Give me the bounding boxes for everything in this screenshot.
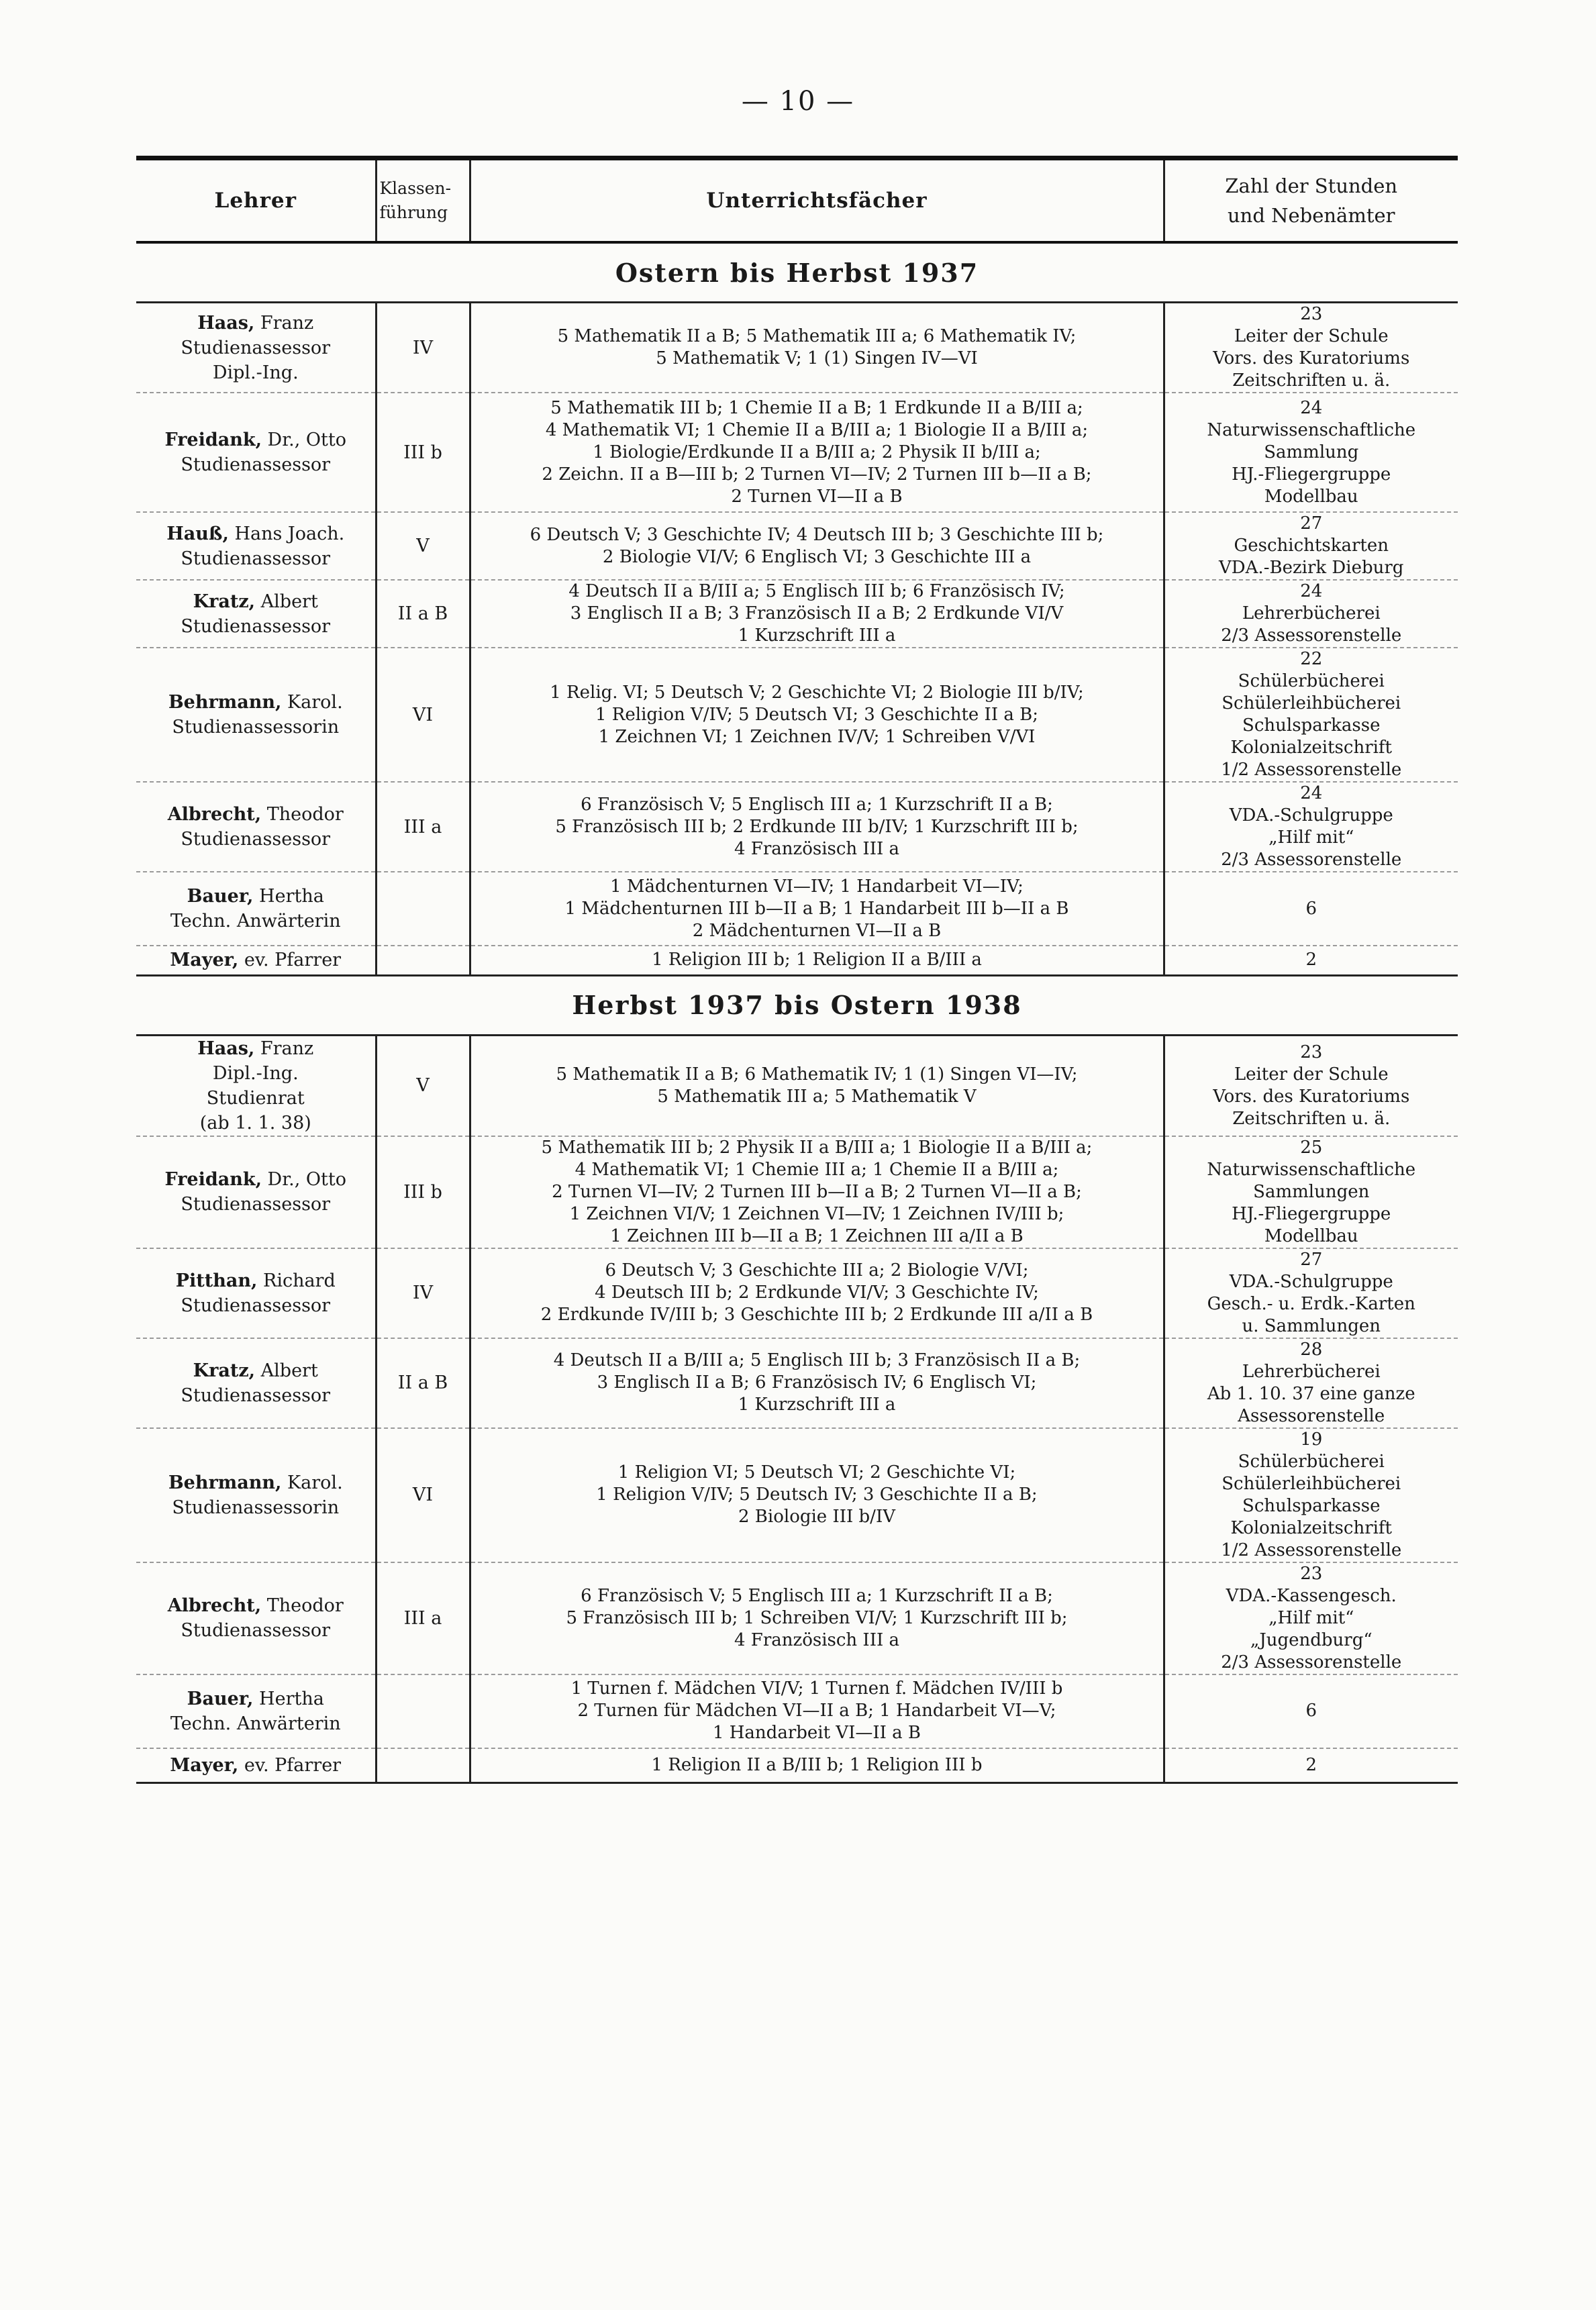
teacher-detail: Dipl.-Ing. <box>212 362 299 383</box>
teacher-given-name: Albert <box>255 1360 318 1381</box>
subject-line: 5 Mathematik II a B; 6 Mathematik IV; 1 (1) Singen VI—IV; <box>556 1064 1078 1085</box>
subject-line: 1 Religion V/IV; 5 Deutsch IV; 3 Geschichte II a B; <box>596 1485 1038 1505</box>
office-line: Assessorenstelle <box>1238 1405 1385 1426</box>
class-cell: VI <box>376 1428 470 1562</box>
office-line: Vors. des Kuratoriums <box>1213 1086 1410 1107</box>
teacher-surname: Pitthan, <box>175 1270 258 1291</box>
teacher-surname: Kratz, <box>193 1360 256 1381</box>
teacher-cell <box>136 1338 376 1428</box>
page-number: — 10 — <box>741 86 855 117</box>
teacher-detail: Studienassessorin <box>172 1497 340 1518</box>
office-line: Gesch.- u. Erdk.-Karten <box>1207 1293 1415 1314</box>
subject-line: 2 Biologie III b/IV <box>738 1507 895 1527</box>
office-line: Modellbau <box>1264 486 1358 507</box>
office-line: Schülerleihbücherei <box>1221 693 1401 713</box>
hours-count: 6 <box>1305 1701 1317 1721</box>
teacher-surname: Behrmann, <box>168 1472 282 1493</box>
office-line: Lehrerbücherei <box>1242 1361 1381 1382</box>
subject-line: 2 Zeichn. II a B—III b; 2 Turnen VI—IV; 2 Turnen III b—II a B; <box>542 464 1092 485</box>
teacher-surname: Mayer, <box>170 1754 239 1776</box>
teacher-cell <box>136 1035 376 1136</box>
table-row <box>136 1748 1458 1783</box>
office-line: Modellbau <box>1264 1225 1358 1246</box>
header-hours-line: und Nebenämter <box>1227 204 1395 227</box>
class-cell: III b <box>376 1136 470 1248</box>
office-line: Schulsparkasse <box>1242 1495 1381 1516</box>
office-line: VDA.-Kassengesch. <box>1226 1585 1397 1606</box>
class-cell: III a <box>376 1562 470 1674</box>
table-row <box>136 580 1458 648</box>
office-line: 2/3 Assessorenstelle <box>1221 625 1402 646</box>
hours-cell <box>1164 512 1458 580</box>
subject-line: 5 Französisch III b; 1 Schreiben VI/V; 1 Kurzschrift III b; <box>566 1607 1068 1628</box>
table-row <box>136 1674 1458 1748</box>
office-line: Naturwissenschaftliche <box>1207 1159 1416 1180</box>
teacher-cell <box>136 782 376 872</box>
office-line: Ab 1. 10. 37 eine ganze <box>1207 1383 1415 1404</box>
teacher-surname: Freidank, <box>164 1169 262 1190</box>
office-line: HJ.-Fliegergruppe <box>1232 1203 1391 1224</box>
hours-count: 25 <box>1300 1137 1323 1158</box>
subject-line: 1 Mädchenturnen VI—IV; 1 Handarbeit VI—IV; <box>610 876 1024 897</box>
subject-line: 5 Mathematik III a; 5 Mathematik V <box>657 1086 977 1107</box>
hours-cell <box>1164 782 1458 872</box>
office-line: VDA.-Schulgruppe <box>1229 805 1393 825</box>
subjects-cell <box>470 580 1164 648</box>
subjects-cell <box>470 782 1164 872</box>
teacher-surname: Albrecht, <box>167 804 262 825</box>
teacher-cell <box>136 303 376 393</box>
hours-count: 22 <box>1300 649 1323 669</box>
teacher-detail: Studienassessor <box>181 1385 331 1406</box>
subject-line: 1 Zeichnen VI/V; 1 Zeichnen VI—IV; 1 Zeichnen IV/III b; <box>569 1203 1064 1224</box>
office-line: Lehrerbücherei <box>1242 603 1381 623</box>
table-header <box>136 160 1458 242</box>
hours-cell <box>1164 1248 1458 1338</box>
teacher-schedule-table <box>136 156 1458 1784</box>
teacher-name <box>143 884 368 909</box>
subjects-cell <box>470 1748 1164 1783</box>
subject-line: 2 Mädchenturnen VI—II a B <box>692 920 942 941</box>
hours-cell <box>1164 1035 1458 1136</box>
teacher-surname: Mayer, <box>170 950 239 971</box>
teacher-cell <box>136 946 376 975</box>
teacher-given-name: ev. Pfarrer <box>238 950 342 971</box>
subject-line: 1 Relig. VI; 5 Deutsch V; 2 Geschichte VI; 2 Biologie III b/IV; <box>550 682 1084 703</box>
office-line: 1/2 Assessorenstelle <box>1221 1540 1402 1560</box>
hours-cell <box>1164 946 1458 975</box>
table-row <box>136 1338 1458 1428</box>
teacher-name <box>143 948 368 972</box>
subject-line: 1 Handarbeit VI—II a B <box>712 1723 921 1743</box>
teacher-cell <box>136 1562 376 1674</box>
hours-count: 23 <box>1300 1563 1323 1584</box>
teacher-detail: (ab 1. 1. 38) <box>199 1112 311 1134</box>
subject-line: 1 Religion V/IV; 5 Deutsch VI; 3 Geschichte II a B; <box>595 704 1038 725</box>
hours-cell <box>1164 1674 1458 1748</box>
class-cell: V <box>376 1035 470 1136</box>
hours-count: 28 <box>1300 1339 1323 1360</box>
header-class-line: führung <box>379 203 448 222</box>
teacher-name <box>143 589 368 614</box>
hours-count: 24 <box>1300 581 1323 601</box>
teacher-surname: Behrmann, <box>168 692 282 713</box>
table-row <box>136 782 1458 872</box>
table-row <box>136 648 1458 782</box>
office-line: u. Sammlungen <box>1242 1315 1381 1336</box>
header-class <box>376 160 470 242</box>
subject-line: 1 Religion II a B/III b; 1 Religion III b <box>651 1754 983 1775</box>
teacher-surname: Bauer, <box>187 1688 254 1709</box>
subject-line: 1 Kurzschrift III a <box>738 625 896 646</box>
teacher-given-name: Hertha <box>253 1688 324 1709</box>
subject-line: 1 Religion III b; 1 Religion II a B/III a <box>652 950 982 970</box>
subject-line: 5 Französisch III b; 2 Erdkunde III b/IV; 1 Kurzschrift III b; <box>555 816 1079 837</box>
subject-line: 1 Zeichnen III b—II a B; 1 Zeichnen III a/II a B <box>610 1225 1024 1246</box>
hours-count: 27 <box>1300 513 1323 534</box>
office-line: VDA.-Schulgruppe <box>1229 1271 1393 1292</box>
table-row <box>136 512 1458 580</box>
teacher-surname: Haas, <box>197 1038 255 1059</box>
subject-line: 4 Mathematik VI; 1 Chemie II a B/III a; 1 Biologie II a B/III a; <box>545 419 1089 440</box>
subject-line: 4 Deutsch III b; 2 Erdkunde VI/V; 3 Geschichte IV; <box>595 1283 1039 1303</box>
teacher-cell <box>136 1674 376 1748</box>
teacher-cell <box>136 1428 376 1562</box>
subject-line: 2 Turnen für Mädchen VI—II a B; 1 Handarbeit VI—V; <box>577 1701 1056 1721</box>
teacher-detail: Dipl.-Ing. <box>212 1062 299 1084</box>
subject-line: 1 Religion VI; 5 Deutsch VI; 2 Geschichte VI; <box>617 1462 1016 1483</box>
class-cell: IV <box>376 1248 470 1338</box>
subject-line: 4 Deutsch II a B/III a; 5 Englisch III b; 3 Französisch II a B; <box>553 1350 1081 1370</box>
teacher-detail: Studienrat <box>206 1087 305 1109</box>
teacher-cell <box>136 1248 376 1338</box>
office-line: Zeitschriften u. ä. <box>1232 1108 1391 1129</box>
hours-count: 24 <box>1300 783 1323 803</box>
header-class-line: Klassen- <box>379 179 452 198</box>
teacher-cell <box>136 512 376 580</box>
class-cell <box>376 872 470 946</box>
subject-line: 6 Deutsch V; 3 Geschichte III a; 2 Biologie V/VI; <box>605 1260 1029 1280</box>
table-row <box>136 1248 1458 1338</box>
subject-line: 5 Mathematik III b; 2 Physik II a B/III a; 1 Biologie II a B/III a; <box>541 1137 1093 1158</box>
subjects-cell <box>470 1428 1164 1562</box>
teacher-name <box>143 1268 368 1293</box>
subject-line: 1 Biologie/Erdkunde II a B/III a; 2 Physik II b/III a; <box>593 442 1041 462</box>
subject-line: 5 Mathematik V; 1 (1) Singen IV—VI <box>656 348 978 368</box>
subject-line: 5 Mathematik III b; 1 Chemie II a B; 1 Erdkunde II a B/III a; <box>550 397 1083 418</box>
hours-cell <box>1164 1338 1458 1428</box>
teacher-name <box>143 428 368 452</box>
subject-line: 6 Französisch V; 5 Englisch III a; 1 Kurzschrift II a B; <box>581 1585 1053 1606</box>
office-line: „Jugendburg“ <box>1250 1629 1373 1650</box>
hours-count: 19 <box>1300 1429 1323 1450</box>
office-line: 2/3 Assessorenstelle <box>1221 850 1402 870</box>
office-line: Sammlungen <box>1253 1181 1370 1202</box>
table-row <box>136 303 1458 393</box>
teacher-cell <box>136 1136 376 1248</box>
teacher-given-name: Karol. <box>281 692 343 713</box>
teacher-detail: Techn. Anwärterin <box>170 911 341 932</box>
table-row <box>136 1035 1458 1136</box>
teacher-cell <box>136 580 376 648</box>
subject-line: 3 Englisch II a B; 6 Französisch IV; 6 Englisch VI; <box>597 1372 1037 1393</box>
subject-line: 2 Biologie VI/V; 6 Englisch VI; 3 Geschichte III a <box>602 546 1032 567</box>
subject-line: 6 Französisch V; 5 Englisch III a; 1 Kurzschrift II a B; <box>581 794 1053 815</box>
table-row <box>136 946 1458 975</box>
table-row <box>136 393 1458 512</box>
subjects-cell <box>470 1136 1164 1248</box>
hours-count: 6 <box>1305 898 1317 919</box>
office-line: „Hilf mit“ <box>1268 1607 1354 1628</box>
hours-count: 27 <box>1300 1249 1323 1270</box>
hours-count: 24 <box>1300 397 1323 418</box>
office-line: 2/3 Assessorenstelle <box>1221 1652 1402 1672</box>
hours-count: 2 <box>1305 950 1317 970</box>
class-cell: VI <box>376 648 470 782</box>
office-line: Schülerbücherei <box>1238 671 1385 691</box>
teacher-name <box>143 521 368 546</box>
teacher-cell <box>136 1748 376 1783</box>
teacher-given-name: Hans Joach. <box>228 523 345 544</box>
teacher-detail: Studienassessor <box>181 1620 331 1641</box>
office-line: Zeitschriften u. ä. <box>1232 370 1391 391</box>
teacher-name <box>143 1593 368 1618</box>
hours-count: 2 <box>1305 1754 1317 1775</box>
teacher-name <box>143 802 368 827</box>
office-line: Vors. des Kuratoriums <box>1213 348 1410 368</box>
office-line: VDA.-Bezirk Dieburg <box>1219 558 1404 578</box>
teacher-name <box>143 1036 368 1061</box>
subject-line: 2 Turnen VI—IV; 2 Turnen III b—II a B; 2 Turnen VI—II a B; <box>552 1181 1082 1202</box>
subjects-cell <box>470 1338 1164 1428</box>
teacher-detail: Studienassessor <box>181 829 331 850</box>
hours-cell <box>1164 1428 1458 1562</box>
teacher-detail: Studienassessor <box>181 337 331 358</box>
teacher-surname: Freidank, <box>164 430 262 450</box>
teacher-detail: Studienassessor <box>181 454 331 475</box>
class-cell: IV <box>376 303 470 393</box>
teacher-given-name: Franz <box>254 1038 314 1059</box>
period-heading-row <box>136 242 1458 303</box>
office-line: Schülerbücherei <box>1238 1451 1385 1472</box>
subjects-cell <box>470 1562 1164 1674</box>
teacher-detail: Techn. Anwärterin <box>170 1713 341 1734</box>
office-line: Kolonialzeitschrift <box>1230 1517 1393 1538</box>
subject-line: 2 Erdkunde IV/III b; 3 Geschichte III b; 2 Erdkunde III a/II a B <box>540 1305 1093 1325</box>
table-row <box>136 872 1458 946</box>
subjects-cell <box>470 648 1164 782</box>
subjects-cell <box>470 872 1164 946</box>
teacher-surname: Albrecht, <box>167 1595 262 1616</box>
teacher-name <box>143 1687 368 1711</box>
teacher-surname: Haas, <box>197 312 255 334</box>
class-cell: V <box>376 512 470 580</box>
teacher-name <box>143 1167 368 1192</box>
period-title: Herbst 1937 bis Ostern 1938 <box>136 975 1458 1035</box>
office-line: Kolonialzeitschrift <box>1230 738 1393 758</box>
class-cell: II a B <box>376 1338 470 1428</box>
table-body <box>136 242 1458 1783</box>
teacher-given-name: Dr., Otto <box>261 430 346 450</box>
table-row <box>136 1562 1458 1674</box>
teacher-cell <box>136 872 376 946</box>
subject-line: 3 Englisch II a B; 3 Französisch II a B; 2 Erdkunde VI/V <box>570 603 1064 623</box>
teacher-detail: Studienassessor <box>181 1194 331 1215</box>
hours-cell <box>1164 580 1458 648</box>
teacher-detail: Studienassessorin <box>172 717 340 738</box>
subjects-cell <box>470 1248 1164 1338</box>
class-cell: III b <box>376 393 470 512</box>
teacher-given-name: Theodor <box>261 1595 344 1616</box>
subject-line: 2 Turnen VI—II a B <box>731 486 903 507</box>
class-cell <box>376 946 470 975</box>
subject-line: 4 Französisch III a <box>734 838 900 859</box>
subject-line: 1 Kurzschrift III a <box>738 1395 896 1415</box>
office-line: Geschichtskarten <box>1234 536 1389 556</box>
hours-cell <box>1164 1562 1458 1674</box>
subjects-cell <box>470 393 1164 512</box>
teacher-name <box>143 1358 368 1383</box>
teacher-given-name: Karol. <box>281 1472 343 1493</box>
hours-cell <box>1164 393 1458 512</box>
teacher-name <box>143 690 368 715</box>
header-hours-line: Zahl der Stunden <box>1225 174 1398 197</box>
teacher-name <box>143 1753 368 1778</box>
hours-cell <box>1164 872 1458 946</box>
teacher-given-name: Dr., Otto <box>261 1169 346 1190</box>
class-cell: III a <box>376 782 470 872</box>
teacher-detail: Studienassessor <box>181 1295 331 1316</box>
teacher-name <box>143 1470 368 1495</box>
subject-line: 1 Mädchenturnen III b—II a B; 1 Handarbeit III b—II a B <box>564 898 1069 919</box>
class-cell <box>376 1674 470 1748</box>
hours-count: 23 <box>1300 1042 1323 1062</box>
teacher-surname: Kratz, <box>193 591 256 612</box>
class-cell: II a B <box>376 580 470 648</box>
teacher-detail: Studienassessor <box>181 615 331 637</box>
subject-line: 4 Mathematik VI; 1 Chemie III a; 1 Chemie II a B/III a; <box>575 1159 1059 1180</box>
teacher-surname: Bauer, <box>187 886 254 907</box>
office-line: 1/2 Assessorenstelle <box>1221 760 1402 780</box>
teacher-cell <box>136 393 376 512</box>
teacher-given-name: Richard <box>257 1270 336 1291</box>
subject-line: 4 Deutsch II a B/III a; 5 Englisch III b; 6 Französisch IV; <box>568 581 1065 601</box>
subject-line: 4 Französisch III a <box>734 1629 900 1650</box>
office-line: Schülerleihbücherei <box>1221 1473 1401 1494</box>
teacher-cell <box>136 648 376 782</box>
hours-cell <box>1164 303 1458 393</box>
header-teacher: Lehrer <box>136 160 376 242</box>
hours-count: 23 <box>1300 304 1323 324</box>
period-heading-row <box>136 975 1458 1035</box>
subjects-cell <box>470 1035 1164 1136</box>
teacher-surname: Hauß, <box>166 523 229 544</box>
subject-line: 5 Mathematik II a B; 5 Mathematik III a; 6 Mathematik IV; <box>557 326 1077 346</box>
office-line: Schulsparkasse <box>1242 715 1381 736</box>
hours-cell <box>1164 1136 1458 1248</box>
teacher-name <box>143 311 368 336</box>
teacher-given-name: Franz <box>254 312 314 334</box>
teacher-given-name: Albert <box>255 591 318 612</box>
subjects-cell <box>470 1674 1164 1748</box>
teacher-given-name: ev. Pfarrer <box>238 1754 342 1776</box>
teacher-given-name: Hertha <box>253 886 324 907</box>
hours-cell <box>1164 1748 1458 1783</box>
subject-line: 1 Turnen f. Mädchen VI/V; 1 Turnen f. Mädchen IV/III b <box>570 1678 1063 1699</box>
teacher-given-name: Theodor <box>261 804 344 825</box>
office-line: Leiter der Schule <box>1234 1064 1389 1085</box>
subjects-cell <box>470 303 1164 393</box>
office-line: Sammlung <box>1264 442 1359 462</box>
header-subjects: Unterrichtsfächer <box>470 160 1164 242</box>
subject-line: 6 Deutsch V; 3 Geschichte IV; 4 Deutsch III b; 3 Geschichte III b; <box>530 524 1104 545</box>
period-title: Ostern bis Herbst 1937 <box>136 242 1458 303</box>
subjects-cell <box>470 946 1164 975</box>
header-hours <box>1164 160 1458 242</box>
office-line: Naturwissenschaftliche <box>1207 419 1416 440</box>
hours-cell <box>1164 648 1458 782</box>
table-row <box>136 1428 1458 1562</box>
subjects-cell <box>470 512 1164 580</box>
subject-line: 1 Zeichnen VI; 1 Zeichnen IV/V; 1 Schreiben V/VI <box>598 726 1036 747</box>
office-line: HJ.-Fliegergruppe <box>1232 464 1391 485</box>
table-row <box>136 1136 1458 1248</box>
class-cell <box>376 1748 470 1783</box>
teacher-detail: Studienassessor <box>181 548 331 569</box>
office-line: Leiter der Schule <box>1234 326 1389 346</box>
office-line: „Hilf mit“ <box>1268 827 1354 848</box>
